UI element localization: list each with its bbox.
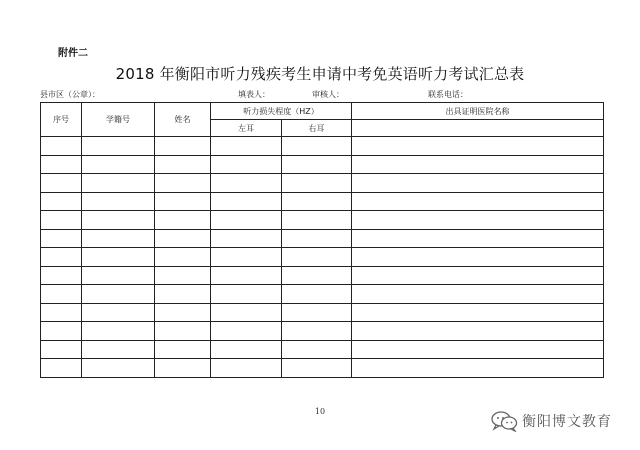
cell-index <box>41 137 82 156</box>
cell-name <box>155 303 211 322</box>
cell-name <box>155 340 211 359</box>
cell-left-ear <box>211 285 282 304</box>
summary-table <box>40 102 604 378</box>
header-name: 姓名 <box>155 103 211 137</box>
cell-left-ear <box>211 303 282 322</box>
cell-student-id <box>82 229 155 248</box>
header-left-ear: 左耳 <box>211 120 282 137</box>
cell-right-ear <box>282 174 352 193</box>
cell-left-ear <box>211 248 282 267</box>
cell-name <box>155 285 211 304</box>
cell-right-ear <box>282 266 352 285</box>
filler-field-label: 填表人： <box>238 90 270 99</box>
cell-name <box>155 137 211 156</box>
page-title: 2018 年衡阳市听力残疾考生申请中考免英语听力考试汇总表 <box>115 65 525 83</box>
cell-index <box>41 322 82 341</box>
cell-student-id <box>82 155 155 174</box>
cell-right-ear <box>282 359 352 378</box>
cell-index <box>41 192 82 211</box>
cell-hospital <box>352 192 604 211</box>
cell-hospital <box>352 155 604 174</box>
cell-right-ear <box>282 248 352 267</box>
table-row <box>41 303 604 322</box>
watermark <box>490 410 612 432</box>
cell-student-id <box>82 340 155 359</box>
cell-hospital <box>352 266 604 285</box>
header-index: 序号 <box>41 103 82 137</box>
cell-name <box>155 266 211 285</box>
cell-name <box>155 359 211 378</box>
cell-hospital <box>352 211 604 230</box>
cell-right-ear <box>282 211 352 230</box>
cell-left-ear <box>211 322 282 341</box>
cell-left-ear <box>211 174 282 193</box>
cell-right-ear <box>282 285 352 304</box>
table-row <box>41 340 604 359</box>
cell-hospital <box>352 359 604 378</box>
cell-left-ear <box>211 137 282 156</box>
cell-left-ear <box>211 155 282 174</box>
cell-student-id <box>82 285 155 304</box>
cell-hospital <box>352 322 604 341</box>
cell-right-ear <box>282 322 352 341</box>
header-hospital: 出具证明医院名称 <box>352 103 604 120</box>
table-row <box>41 174 604 193</box>
cell-left-ear <box>211 211 282 230</box>
cell-name <box>155 322 211 341</box>
cell-student-id <box>82 303 155 322</box>
cell-student-id <box>82 192 155 211</box>
cell-index <box>41 303 82 322</box>
cell-hospital <box>352 340 604 359</box>
cell-student-id <box>82 174 155 193</box>
table-row <box>41 266 604 285</box>
page-number: 10 <box>314 407 326 416</box>
cell-index <box>41 248 82 267</box>
cell-student-id <box>82 211 155 230</box>
cell-hospital <box>352 248 604 267</box>
table-row <box>41 211 604 230</box>
cell-hospital <box>352 137 604 156</box>
cell-right-ear <box>282 229 352 248</box>
cell-hospital <box>352 174 604 193</box>
header-hospital-blank <box>352 120 604 137</box>
cell-index <box>41 285 82 304</box>
cell-right-ear <box>282 155 352 174</box>
cell-student-id <box>82 137 155 156</box>
table-row <box>41 192 604 211</box>
cell-index <box>41 359 82 378</box>
wechat-icon <box>490 410 518 432</box>
cell-hospital <box>352 229 604 248</box>
phone-field-label: 联系电话： <box>428 90 468 99</box>
cell-left-ear <box>211 266 282 285</box>
cell-right-ear <box>282 340 352 359</box>
cell-index <box>41 211 82 230</box>
cell-index <box>41 340 82 359</box>
cell-index <box>41 155 82 174</box>
county-field-label: 县市区（公章）： <box>40 90 100 99</box>
cell-name <box>155 192 211 211</box>
watermark-text: 衡阳博文教育 <box>522 414 612 430</box>
cell-student-id <box>82 248 155 267</box>
attachment-label: 附件二 <box>58 48 88 59</box>
table-row <box>41 155 604 174</box>
cell-name <box>155 229 211 248</box>
header-hearing-loss: 听力损失程度（HZ） <box>211 103 352 120</box>
table-row <box>41 248 604 267</box>
table-row <box>41 322 604 341</box>
cell-student-id <box>82 359 155 378</box>
table-body <box>41 137 604 378</box>
cell-index <box>41 229 82 248</box>
cell-student-id <box>82 266 155 285</box>
header-right-ear: 右耳 <box>282 120 352 137</box>
cell-index <box>41 266 82 285</box>
table-row <box>41 229 604 248</box>
table-row <box>41 359 604 378</box>
cell-student-id <box>82 322 155 341</box>
cell-hospital <box>352 303 604 322</box>
cell-right-ear <box>282 137 352 156</box>
cell-left-ear <box>211 229 282 248</box>
cell-left-ear <box>211 192 282 211</box>
header-student-id: 学籍号 <box>82 103 155 137</box>
cell-name <box>155 211 211 230</box>
cell-right-ear <box>282 303 352 322</box>
table-row <box>41 137 604 156</box>
cell-name <box>155 174 211 193</box>
cell-name <box>155 155 211 174</box>
auditor-field-label: 审核人： <box>312 90 344 99</box>
table-row <box>41 285 604 304</box>
cell-index <box>41 174 82 193</box>
cell-name <box>155 248 211 267</box>
cell-right-ear <box>282 192 352 211</box>
cell-hospital <box>352 285 604 304</box>
cell-left-ear <box>211 340 282 359</box>
cell-left-ear <box>211 359 282 378</box>
